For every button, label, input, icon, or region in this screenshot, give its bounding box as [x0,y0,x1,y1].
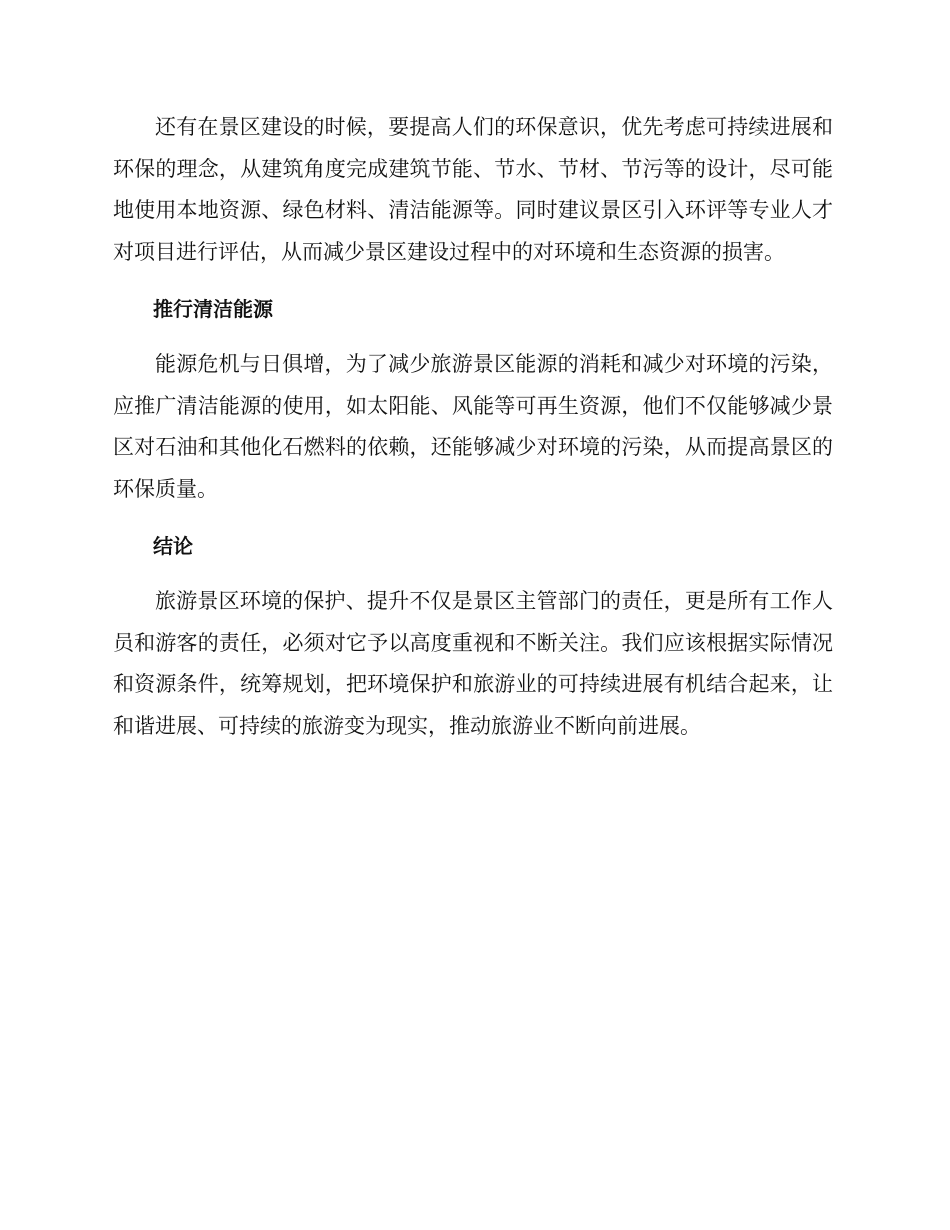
paragraph-conclusion: 旅游景区环境的保护、提升不仅是景区主管部门的责任，更是所有工作人员和游客的责任，必须对它予以高度重视和不断关注。我们应该根据实际情况和资源条件，统筹规划，把环境保护和旅游业的可持续进展有机结合起来，让和谐进展、可持续的旅游变为现实，推动旅游业不断向前进展。 [113,589,833,738]
paragraph-clean-energy: 能源危机与日俱增，为了减少旅游景区能源的消耗和减少对环境的污染，应推广清洁能源的使用，如太阳能、风能等可再生资源，他们不仅能够减少景区对石油和其他化石燃料的依赖，还能够减少对环境的污染，从而提高景区的环保质量。 [113,352,833,501]
document-page [113,107,833,747]
section-heading-clean-energy: 推行清洁能源 [153,297,273,321]
section-heading-conclusion: 结论 [153,534,193,558]
paragraph-construction-environmental-awareness: 还有在景区建设的时候，要提高人们的环保意识，优先考虑可持续进展和环保的理念，从建筑角度完成建筑节能、节水、节材、节污等的设计，尽可能地使用本地资源、绿色材料、清洁能源等。同时建议景区引入环评等专业人才对项目进行评估，从而减少景区建设过程中的对环境和生态资源的损害。 [113,115,833,264]
